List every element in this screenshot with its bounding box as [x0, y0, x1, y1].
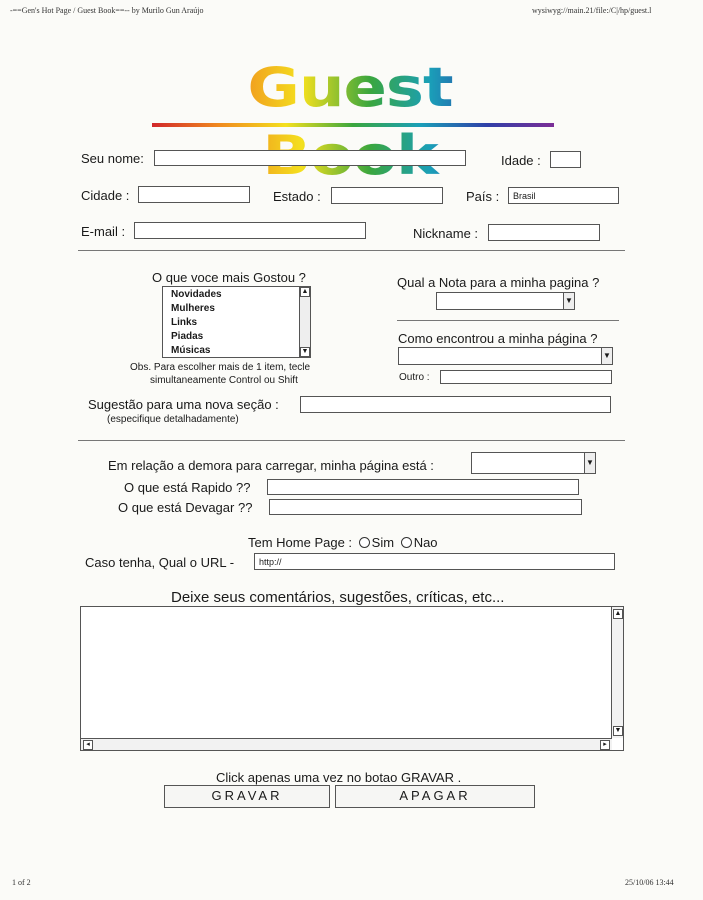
- outro-label: Outro :: [399, 372, 430, 383]
- estado-input[interactable]: [331, 187, 443, 204]
- comments-label: Deixe seus comentários, sugestões, críticas, etc...: [171, 589, 505, 606]
- chevron-down-icon[interactable]: ▼: [563, 293, 574, 309]
- nota-select[interactable]: [436, 292, 575, 310]
- divider-2: [78, 440, 625, 441]
- url-label: Caso tenha, Qual o URL -: [85, 555, 235, 570]
- idade-input[interactable]: [550, 151, 581, 168]
- sim-label: Sim: [371, 535, 395, 550]
- chevron-down-icon[interactable]: ▼: [601, 348, 612, 364]
- scroll-left-icon[interactable]: ◂: [83, 740, 93, 750]
- submit-note: Click apenas uma vez no botao GRAVAR .: [216, 770, 462, 785]
- scroll-up-icon[interactable]: ▲: [301, 288, 309, 295]
- print-header-url: wysiwyg://main.21/file:/C|/hp/guest.l: [532, 6, 652, 15]
- rapido-input[interactable]: [267, 479, 579, 495]
- listbox-scrollbar[interactable]: [299, 287, 310, 357]
- nao-radio[interactable]: [401, 537, 412, 548]
- scroll-down-icon[interactable]: ▼: [614, 727, 622, 734]
- divider-right: [397, 320, 619, 321]
- divider-1: [78, 250, 625, 251]
- list-item[interactable]: Novidades: [171, 289, 222, 300]
- devagar-input[interactable]: [269, 499, 582, 515]
- print-footer-page: 1 of 2: [12, 878, 31, 887]
- pais-input[interactable]: Brasil: [508, 187, 619, 204]
- scroll-down-icon[interactable]: ▼: [301, 348, 309, 355]
- title-underline: [152, 123, 554, 127]
- pais-label: País :: [466, 189, 500, 204]
- list-item[interactable]: Mulheres: [171, 303, 215, 314]
- gostou-label: O que voce mais Gostou ?: [152, 270, 306, 285]
- idade-label: Idade :: [501, 153, 541, 168]
- nome-label: Seu nome:: [81, 151, 144, 166]
- encontrou-select[interactable]: [398, 347, 613, 365]
- chevron-down-icon[interactable]: ▼: [584, 453, 595, 473]
- list-item[interactable]: Piadas: [171, 331, 204, 342]
- demora-label: Em relação a demora para carregar, minha página está :: [108, 458, 434, 473]
- cidade-input[interactable]: [138, 186, 250, 203]
- apagar-button[interactable]: APAGAR: [335, 785, 535, 808]
- nao-label: Nao: [413, 535, 438, 550]
- horizontal-scrollbar[interactable]: [81, 738, 612, 750]
- homepage-row: [248, 535, 438, 550]
- page-title: Guest: [150, 54, 550, 190]
- demora-select[interactable]: [471, 452, 596, 474]
- obs-line-1: Obs. Para escolher mais de 1 item, tecle: [130, 362, 311, 373]
- homepage-label: Tem Home Page :: [248, 535, 353, 550]
- list-item[interactable]: Links: [171, 317, 198, 328]
- url-input[interactable]: http://: [254, 553, 615, 570]
- vertical-scrollbar[interactable]: [611, 607, 623, 738]
- estado-label: Estado :: [273, 189, 321, 204]
- nota-label: Qual a Nota para a minha pagina ?: [397, 275, 600, 290]
- print-footer-datetime: 25/10/06 13:44: [625, 878, 674, 887]
- encontrou-label: Como encontrou a minha página ?: [398, 331, 598, 346]
- gostou-listbox[interactable]: [162, 286, 311, 358]
- scroll-right-icon[interactable]: ▸: [600, 740, 610, 750]
- outro-input[interactable]: [440, 370, 612, 384]
- rapido-label: O que está Rapido ??: [124, 480, 251, 495]
- email-label: E-mail :: [81, 224, 126, 239]
- sugestao-label: Sugestão para uma nova seção :: [88, 397, 279, 412]
- obs-line-2: simultaneamente Control ou Shift: [150, 375, 298, 386]
- sugestao-note: (especifique detalhadamente): [107, 414, 239, 425]
- email-input[interactable]: [134, 222, 366, 239]
- comments-textarea[interactable]: [80, 606, 624, 751]
- scroll-up-icon[interactable]: ▲: [614, 610, 622, 617]
- devagar-label: O que está Devagar ??: [118, 500, 253, 515]
- sim-radio[interactable]: [359, 537, 370, 548]
- nickname-input[interactable]: [488, 224, 600, 241]
- sugestao-input[interactable]: [300, 396, 611, 413]
- list-item[interactable]: Músicas: [171, 345, 211, 356]
- print-header-title: -==Gen's Hot Page / Guest Book==-- by Murilo Gun Araújo: [10, 6, 204, 15]
- nickname-label: Nickname :: [413, 226, 479, 241]
- cidade-label: Cidade :: [81, 188, 130, 203]
- gravar-button[interactable]: GRAVAR: [164, 785, 330, 808]
- nome-input[interactable]: [154, 150, 466, 166]
